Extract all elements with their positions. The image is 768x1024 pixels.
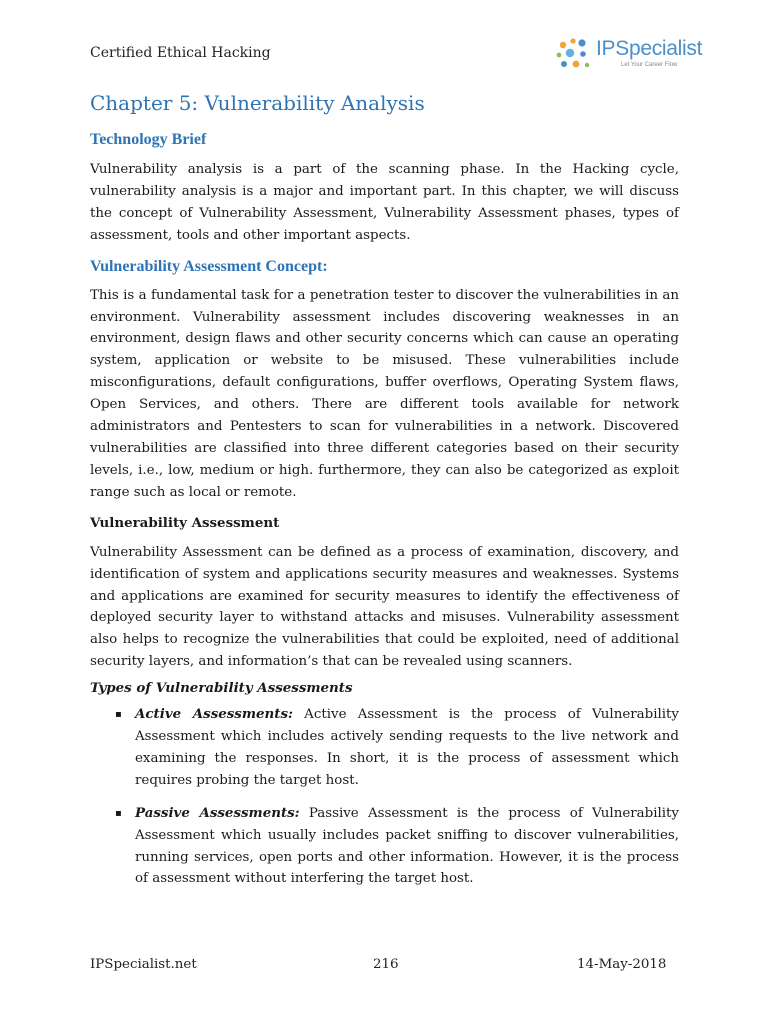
chapter-title: Chapter 5: Vulnerability Analysis — [90, 91, 425, 115]
active-term: Active Assessments: — [135, 706, 293, 723]
page-content — [90, 86, 679, 901]
list-item-active — [90, 704, 679, 792]
concept-heading: Vulnerability Assessment Concept: — [90, 257, 328, 275]
concept-paragraph: This is a fundamental task for a penetration tester to discover the vulnerabilities in an environment. Vulnerability assessment includes discovering weaknesses in an environment, design flaws and other security concerns which can cause an operating system, application or website to be misused. These vulnerabilities include misconfigurations, default configurations, buffer overflows, Operating System flaws, Open Services, and others. There are different tools available for network administrators and Pentesters to scan for vulnerabilities in a network. Discovered vulnerabilities are classified into three different categories based on their security levels, i.e., low, medium or high. furthermore, they can also be categorized as exploit range such as local or remote. — [90, 287, 679, 500]
bullet-icon: ▪ — [115, 709, 122, 721]
footer-page-number: 216 — [373, 957, 399, 972]
ipspecialist-logo — [553, 34, 703, 76]
types-list — [90, 704, 679, 890]
footer-site: IPSpecialist.net — [90, 957, 197, 972]
footer-date: 14-May-2018 — [577, 957, 667, 972]
active-text: Active Assessment is the process of Vulnerability Assessment which includes actively sending requests to the live network and examining the responses. In short, it is the process of assessment which requires probing the target host. — [135, 707, 679, 788]
passive-term: Passive Assessments: — [135, 804, 300, 821]
technology-brief-paragraph: Vulnerability analysis is a part of the scanning phase. In the Hacking cycle, vulnerability analysis is a major and important part. In this chapter, we will discuss the concept of Vulnerability Assessment, Vulnerability Assessment phases, types of assessment, tools and other important aspects. — [90, 162, 679, 243]
types-heading: Types of Vulnerability Assessments — [90, 680, 353, 697]
technology-brief-heading: Technology Brief — [90, 131, 207, 148]
bullet-icon: ▪ — [115, 807, 122, 819]
logo-dots-icon — [553, 34, 595, 76]
passive-text: Passive Assessment is the process of Vulnerability Assessment which usually includes packet sniffing to discover vulnerabilities, running services, open ports and other information. However, it is the process of assessment without interfering the target host. — [135, 805, 679, 887]
assessment-paragraph: Vulnerability Assessment can be defined as a process of examination, discovery, and identification of system and applications security measures and weaknesses. Systems and applications are examined for security measures to identify the effectiveness of deployed security layer to withstand attacks and misuses. Vulnerability assessment also helps to recognize the vulnerabilities that could be exploited, need of additional security layers, and information’s that can be revealed using scanners. — [90, 544, 679, 670]
list-item-passive — [90, 803, 679, 891]
running-header: Certified Ethical Hacking — [90, 45, 271, 61]
logo-text: IPSpecialist — [596, 37, 703, 60]
logo-tagline: Let Your Career Flow — [621, 62, 678, 68]
assessment-heading: Vulnerability Assessment — [90, 514, 280, 531]
